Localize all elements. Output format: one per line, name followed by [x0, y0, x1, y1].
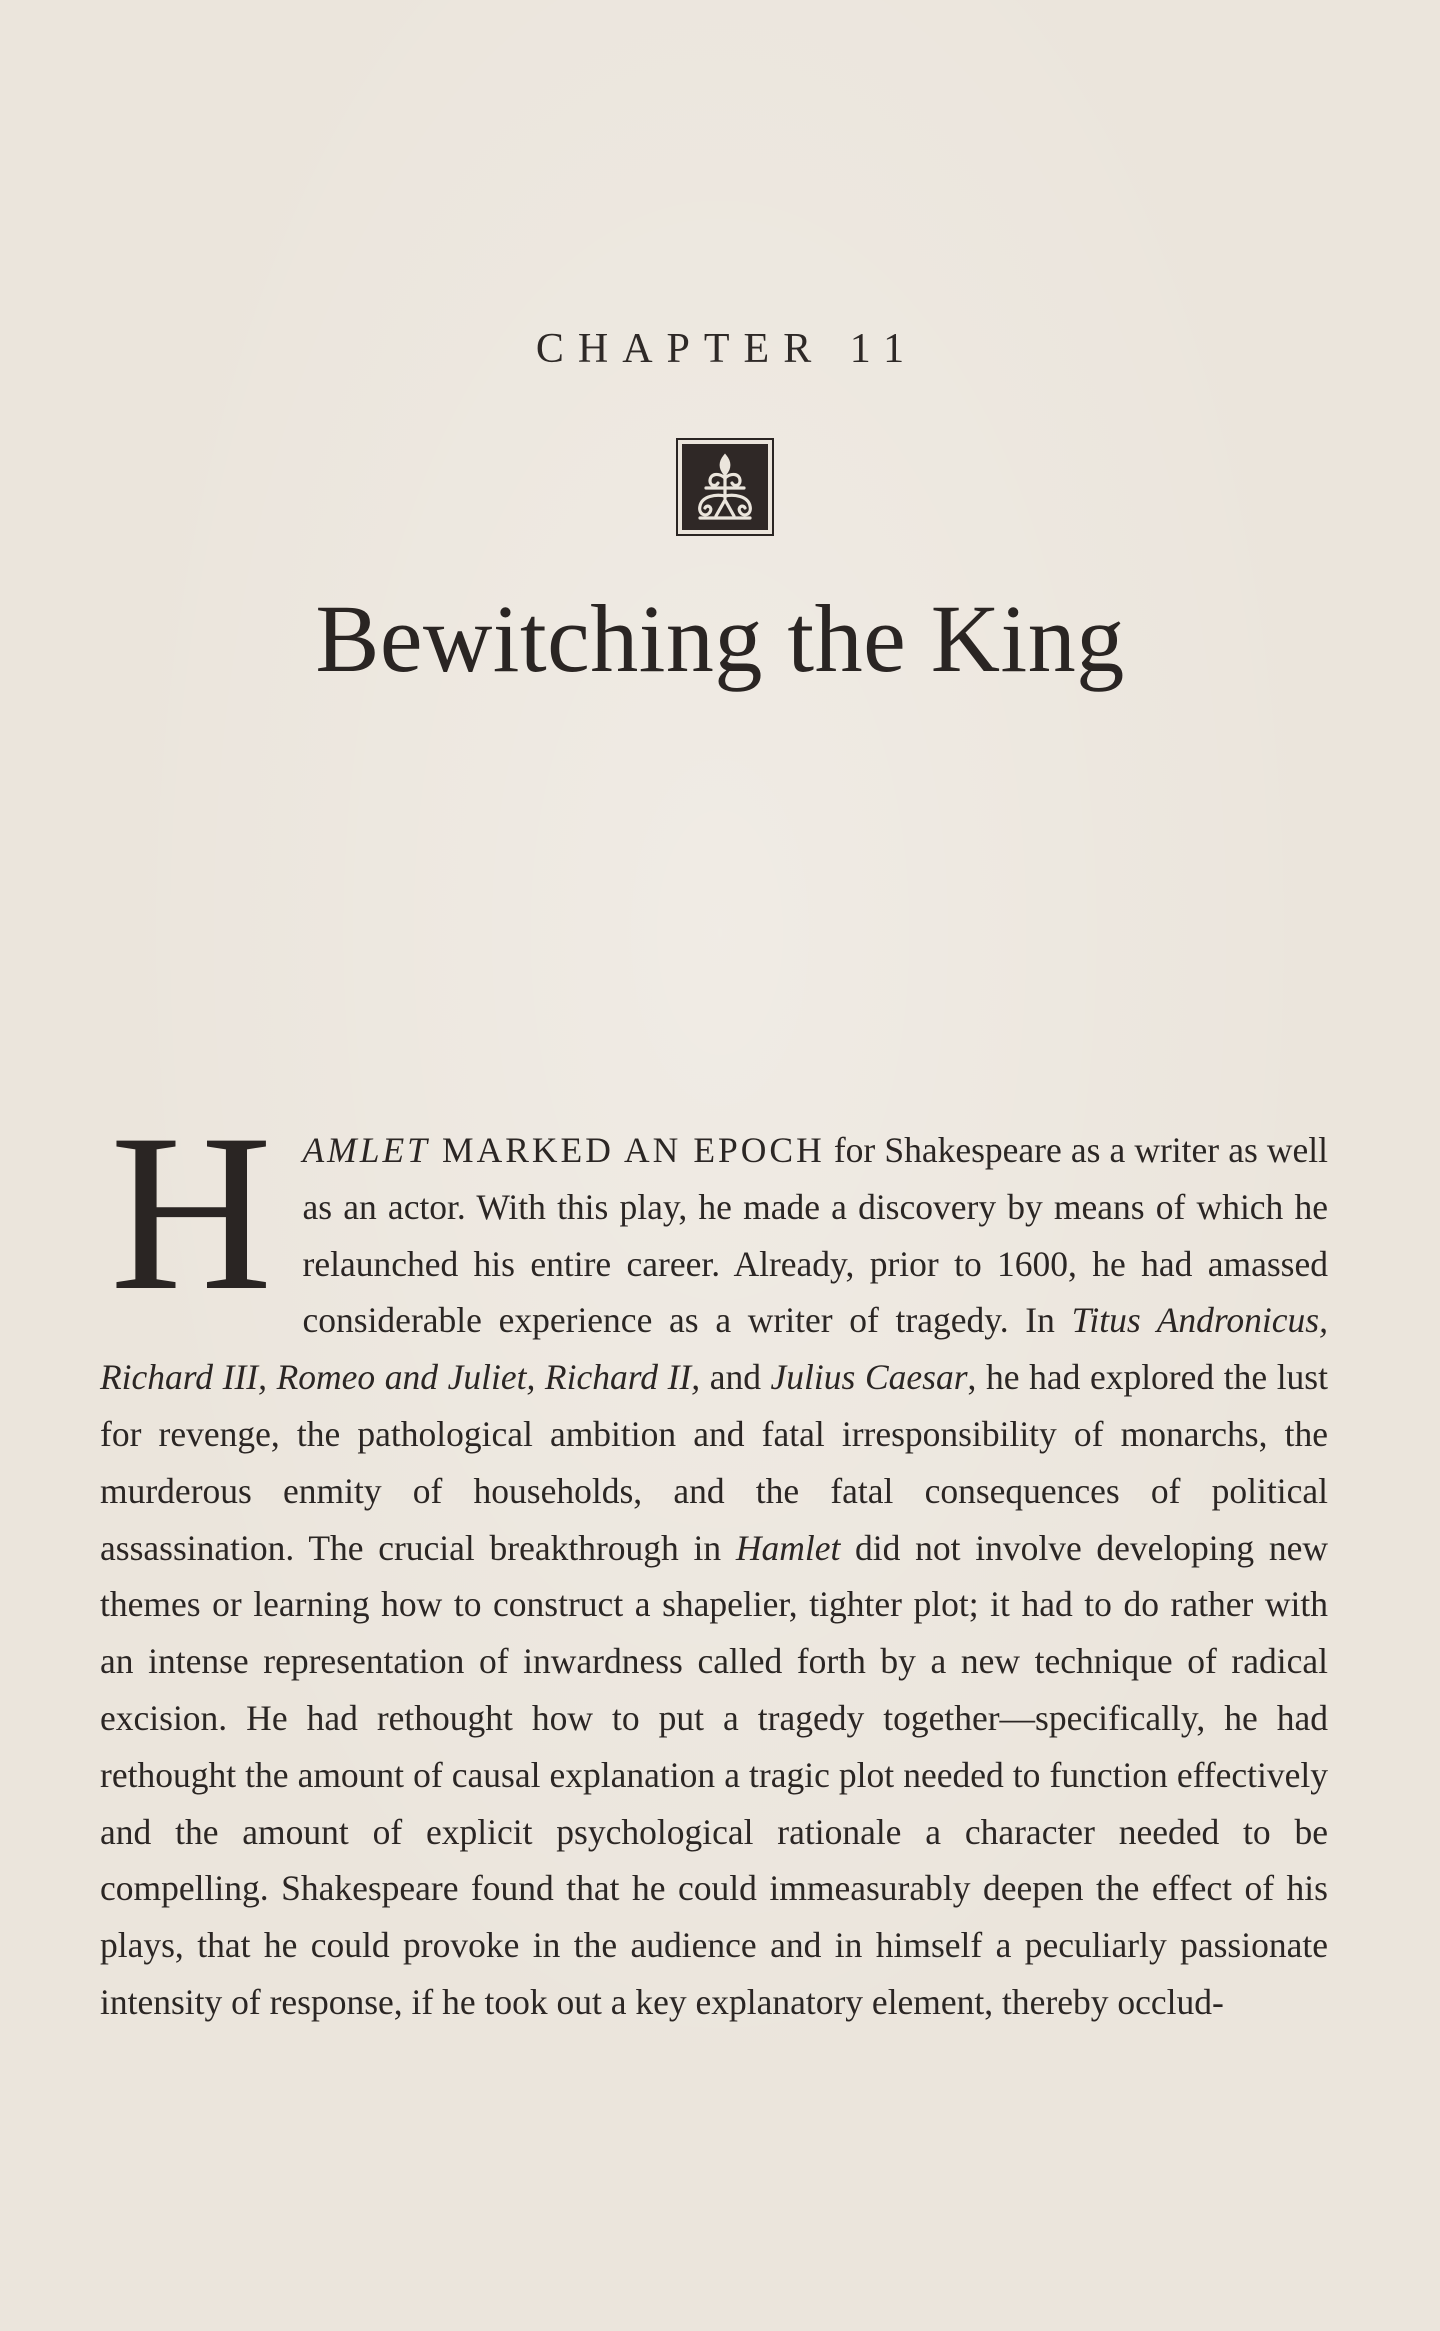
drop-cap: H: [110, 1087, 273, 1337]
body-text-3: , he had explored the lust for revenge, the pathological ambition and fatal irresponsibility of monarchs, the murderous enmity of households, and the fatal consequences of political assassination. The crucial breakthrough in: [100, 1357, 1328, 1568]
lead-in-italic: AMLET: [302, 1130, 430, 1170]
chapter-number: CHAPTER 11: [535, 326, 919, 372]
body-text-4: did not involve developing new themes or learning how to construct a shapelier, tighter plot; it had to do rather with an intense representation of inwardness called forth by a new technique of radical excision. He had rethought how to put a tragedy together—specifically, he had rethought the amount of causal explanation a tragic plot needed to function effectively and the amount of explicit psychological rationale a character needed to be compelling. Shakespeare found that he could immeasurably deepen the effect of his plays, that he could provoke in the audience and in himself a peculiarly passionate intensity of response, if he took out a key explanatory element, thereby occlud-: [100, 1527, 1329, 2022]
fleur-de-lis-ornament-icon: [676, 438, 774, 536]
body-paragraph: [100, 1087, 1329, 2031]
body-text-1: for Shakespeare as a writer as well as an actor. With this play, he made a discovery by means of which he relaunched his entire career. Already, prior to 1600, he had amassed considerable experience as a writer of tragedy. In: [302, 1130, 1328, 1341]
lead-in-smallcaps: MARKED AN EPOCH: [429, 1130, 825, 1170]
play-title-hamlet: Hamlet: [735, 1527, 841, 1568]
chapter-title: Bewitching the King: [315, 585, 1125, 692]
play-titles-1: Titus Andronicus, Richard III, Romeo and Juliet, Richard II,: [100, 1300, 1328, 1398]
play-title-julius-caesar: Julius Caesar: [770, 1357, 968, 1398]
body-text-2: and: [700, 1357, 771, 1398]
